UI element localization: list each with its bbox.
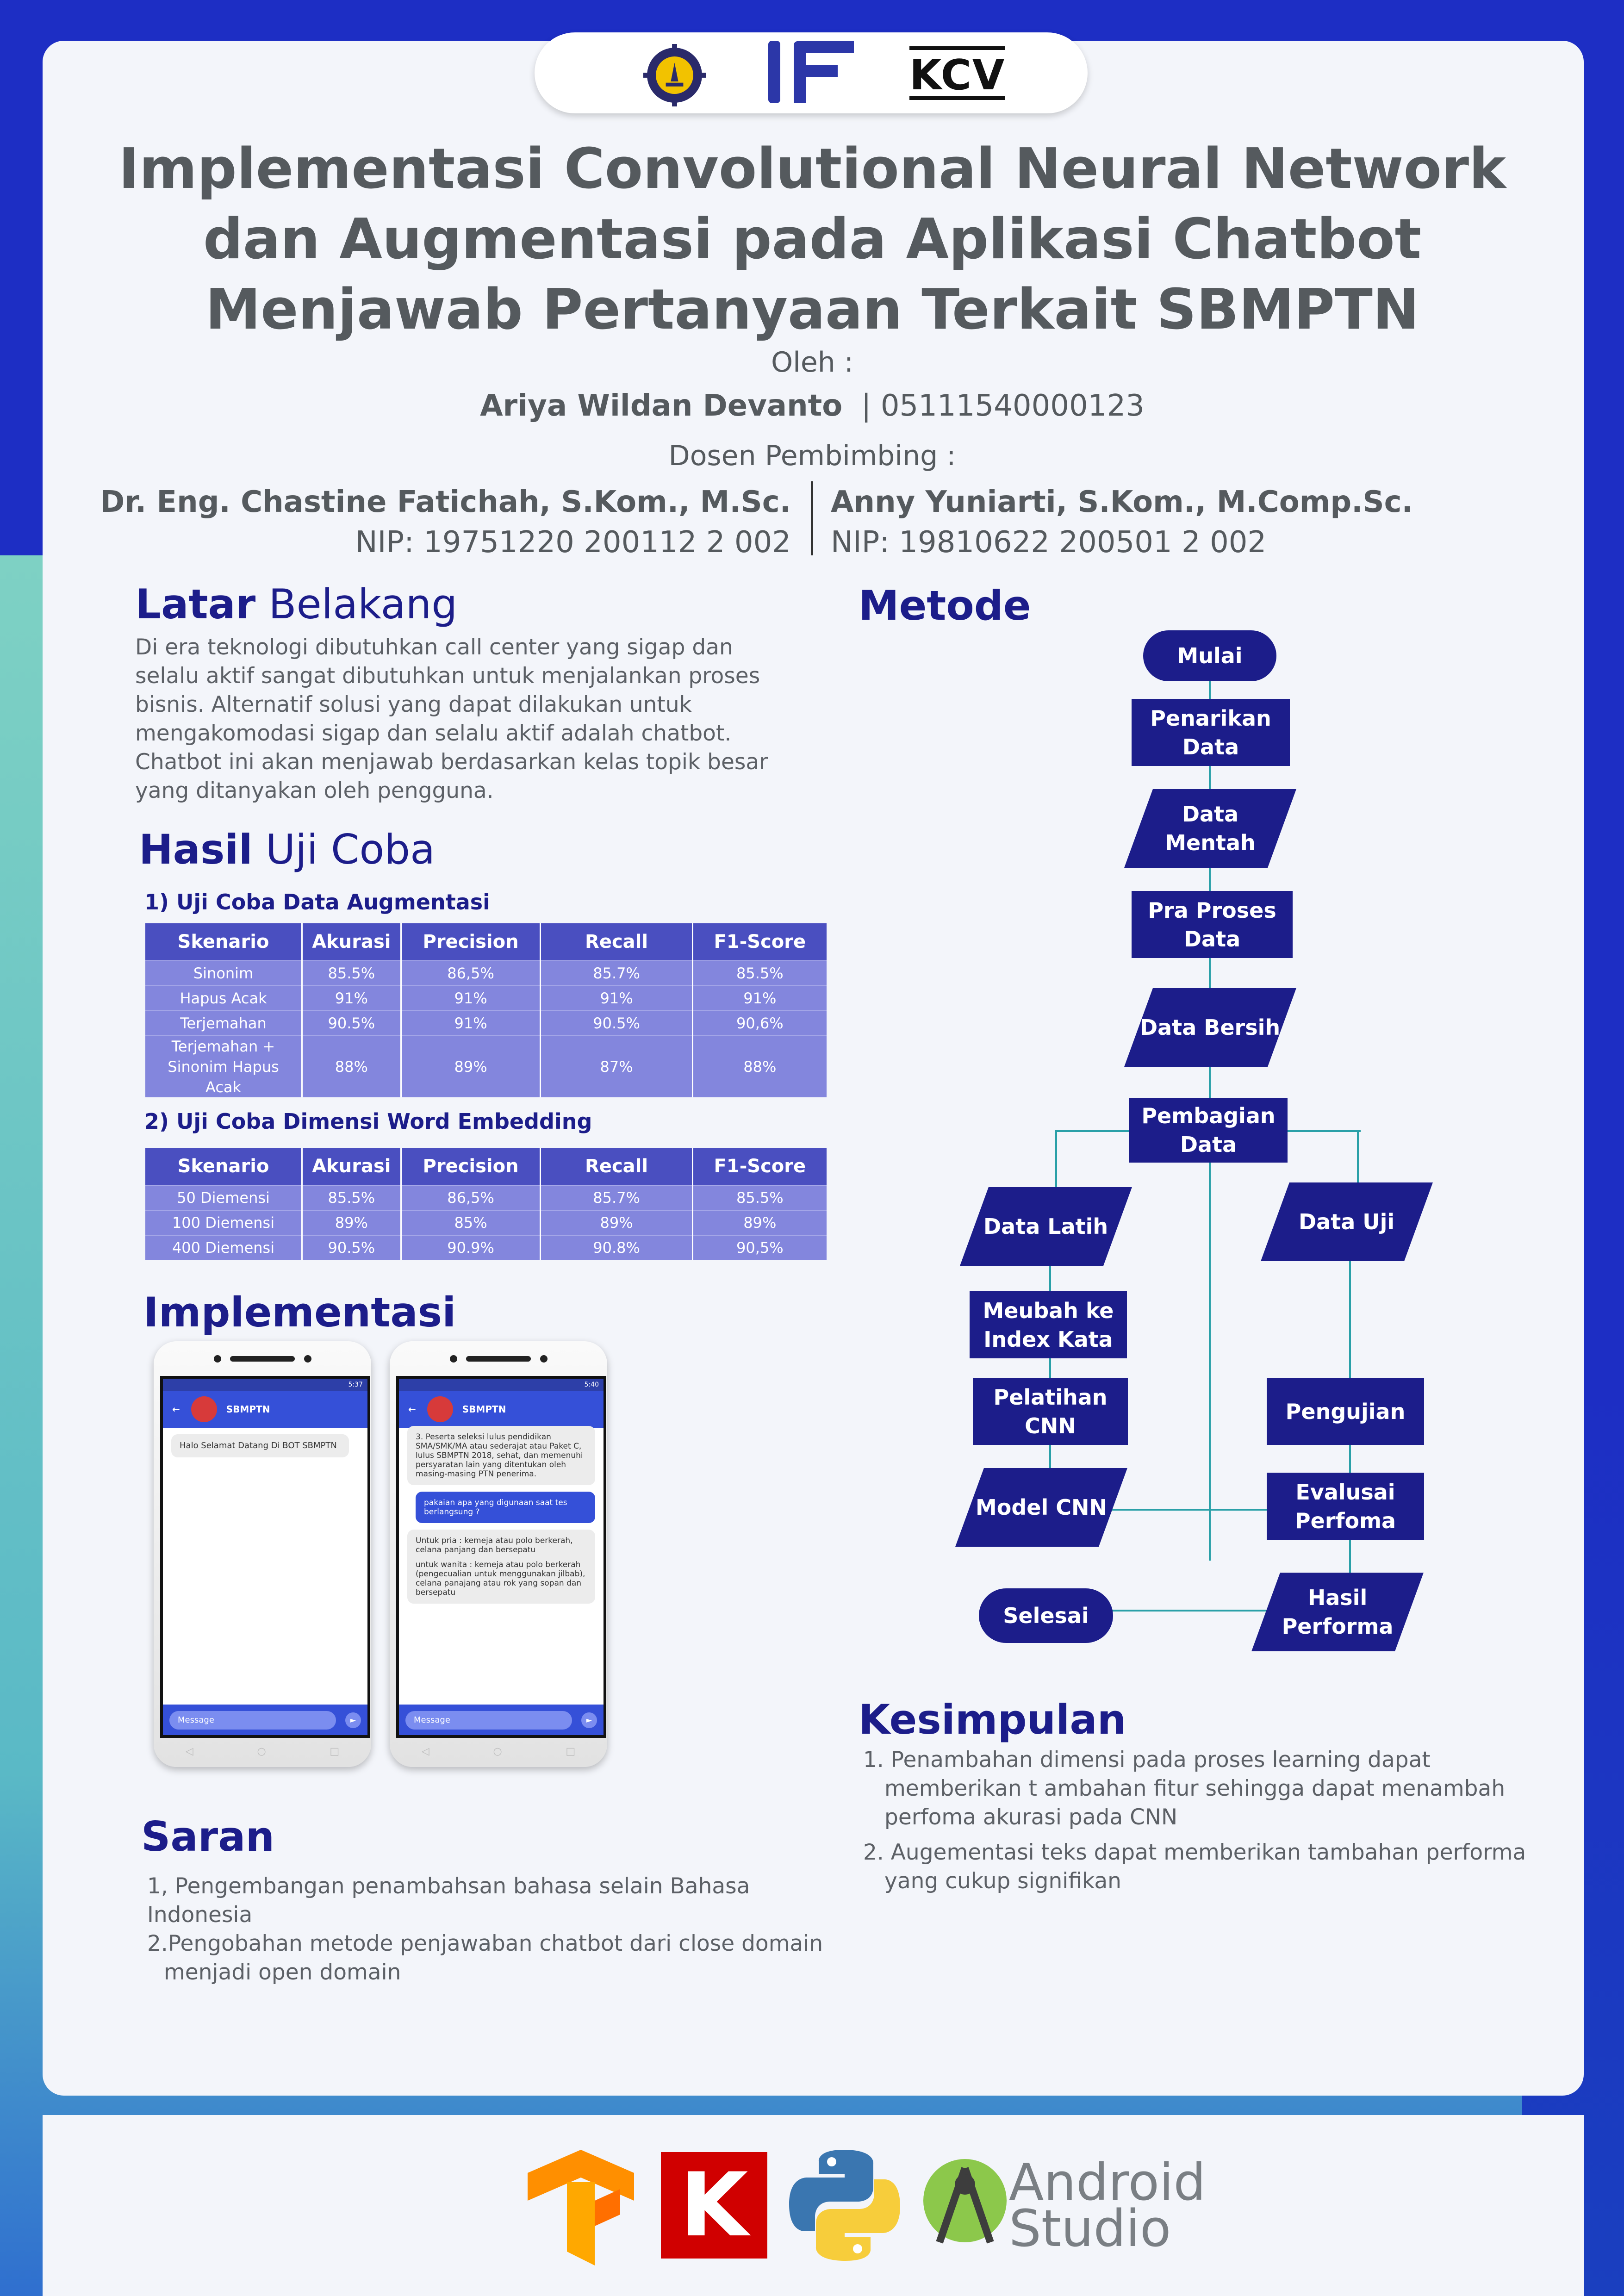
status-bar: 5:40 — [399, 1379, 604, 1391]
app-title: SBMPTN — [226, 1404, 270, 1415]
flow-penarikan-data: Penarikan Data — [1132, 699, 1290, 766]
table-row — [145, 1210, 827, 1235]
table-cell: 85% — [401, 1210, 541, 1235]
user-message: pakaian apa yang digunaan saat tes berlangsung ? — [416, 1492, 595, 1523]
python-logo — [789, 2150, 900, 2261]
table1-col-recall: Recall — [541, 923, 692, 961]
flow-connector — [1111, 1610, 1282, 1612]
bot-message: Halo Selamat Datang Di BOT SBMPTN — [171, 1434, 349, 1457]
table-cell: 91% — [541, 986, 692, 1011]
table-cell: 87% — [541, 1036, 692, 1097]
kesimpulan-list — [863, 1746, 1534, 1896]
flow-index-kata: Meubah ke Index Kata — [970, 1291, 1127, 1358]
table2-col-f1: F1-Score — [692, 1148, 827, 1185]
flow-pembagian-data: Pembagian Data — [1129, 1098, 1288, 1163]
poster-title: Implementasi Convolutional Neural Network dan Augmentasi pada Aplikasi Chatbot Menjawab Pertanyaan Terkait SBMPTN — [118, 137, 1506, 342]
advisor2-nip: NIP: 19810622 200501 2 002 — [831, 525, 1267, 560]
kcv-logo: KCV — [909, 46, 1005, 100]
saran-list — [147, 1872, 832, 1987]
author-name: Ariya Wildan Devanto — [480, 389, 843, 423]
phone-screen — [160, 1376, 370, 1738]
flow-hasil-performa — [1251, 1573, 1424, 1651]
table-cell: 90.5% — [302, 1011, 401, 1036]
table-cell: 90.5% — [541, 1011, 692, 1036]
avatar — [191, 1396, 217, 1422]
saran-item-1: 1, Pengembangan penambahsan bahasa selain Bahasa Indonesia — [147, 1873, 750, 1928]
table-cell: 91% — [401, 1011, 541, 1036]
flow-evaluasi: Evalusai Perfoma — [1267, 1473, 1424, 1540]
table1-col-f1: F1-Score — [692, 923, 827, 961]
metode-heading: Metode — [859, 582, 1031, 629]
input-bar — [163, 1705, 367, 1735]
flow-data-latih-label: Data Latih — [983, 1214, 1108, 1239]
advisor-divider — [811, 481, 813, 555]
table-cell: Hapus Acak — [145, 986, 302, 1011]
flow-data-latih — [960, 1187, 1132, 1266]
table-row — [145, 986, 827, 1011]
table-cell: 90.9% — [401, 1235, 541, 1260]
its-logo — [643, 44, 706, 106]
send-button[interactable]: ► — [345, 1712, 361, 1728]
advisor2-name: Anny Yuniarti, S.Kom., M.Comp.Sc. — [831, 485, 1413, 519]
by-label: Oleh : — [771, 346, 854, 379]
latar-heading-bold: Latar — [135, 580, 256, 628]
bot-message: 3. Peserta seleksi lulus pendidikan SMA/SMK/MA atau sederajat atau Paket C, lulus SBMPTN 2018, sehat, dan memenuhi persyaratan lain yang ditentukan oleh masing-masing PTN penerima. — [407, 1426, 595, 1485]
flow-connector — [1111, 1509, 1282, 1511]
table-cell: 86,5% — [401, 961, 541, 986]
table-cell: 85.5% — [692, 961, 827, 986]
flow-data-bersih-label: Data Bersih — [1140, 1015, 1281, 1040]
hasil-heading-rest: Uji Coba — [252, 826, 436, 873]
table-word-embedding — [145, 1148, 827, 1260]
tensorflow-logo — [528, 2150, 634, 2265]
phone-navbar — [390, 1742, 607, 1761]
app-title: SBMPTN — [462, 1404, 506, 1415]
table-cell: 86,5% — [401, 1185, 541, 1210]
flow-pelatihan-cnn: Pelatihan CNN — [973, 1378, 1128, 1445]
flow-data-mentah — [1124, 789, 1296, 868]
hasil-heading — [139, 826, 436, 873]
flow-selesai: Selesai — [979, 1588, 1113, 1643]
bot-message-women: untuk wanita : kemeja atau polo berkerah (pengecualian untuk menggunakan jilbab), celana panajang atau rok yang sopan dan bersepatu — [416, 1560, 585, 1597]
flow-connector — [1049, 1226, 1051, 1495]
implementasi-heading: Implementasi — [143, 1288, 456, 1336]
phone-speaker — [230, 1356, 295, 1362]
table-cell: 88% — [302, 1036, 401, 1097]
flow-data-uji — [1261, 1182, 1433, 1261]
input-bar — [399, 1705, 604, 1735]
table2-col-precision: Precision — [401, 1148, 541, 1185]
nav-back-icon[interactable]: ◁ — [421, 1745, 429, 1757]
latar-text: Di era teknologi dibutuhkan call center yang sigap dan selalu aktif sangat dibutuhkan untuk menjalankan proses bisnis. Alternatif solusi yang dapat dilakukan untuk mengakomodasi sigap dan selalu aktif adalah chatbot. Chatbot ini akan menjawab berdasarkan kelas topik besar yang ditanyakan oleh pengguna. — [135, 635, 768, 803]
avatar — [427, 1396, 453, 1422]
table-cell: 88% — [692, 1036, 827, 1097]
table-cell: 91% — [302, 986, 401, 1011]
table1-title: 1) Uji Coba Data Augmentasi — [144, 890, 490, 915]
table-row — [145, 961, 827, 986]
nav-back-icon[interactable]: ◁ — [185, 1745, 193, 1757]
bot-message-men: Untuk pria : kemeja atau polo berkerah, celana panjang dan bersepatu — [416, 1536, 573, 1555]
android-studio-line1: Android — [1009, 2153, 1206, 2212]
table-row — [145, 1036, 827, 1097]
nav-recent-icon[interactable]: □ — [566, 1745, 576, 1757]
if-logo — [768, 41, 854, 103]
back-arrow-icon[interactable]: ← — [408, 1404, 416, 1415]
table-cell: 85.5% — [302, 961, 401, 986]
table-cell: 91% — [401, 986, 541, 1011]
flow-data-bersih — [1124, 988, 1296, 1067]
advisor-label: Dosen Pembimbing : — [668, 440, 956, 472]
latar-heading-rest: Belakang — [255, 580, 458, 628]
table-cell: Terjemahan — [145, 1011, 302, 1036]
table1-col-akurasi: Akurasi — [302, 923, 401, 961]
phone-camera — [214, 1355, 221, 1363]
table-cell: Sinonim — [145, 961, 302, 986]
table1-col-skenario: Skenario — [145, 923, 302, 961]
table1-col-precision: Precision — [401, 923, 541, 961]
android-studio-icon — [921, 2157, 1009, 2249]
table2-col-skenario: Skenario — [145, 1148, 302, 1185]
flow-hasil-performa-label: Hasil Performa — [1282, 1585, 1394, 1639]
flow-mulai: Mulai — [1143, 630, 1276, 681]
table2-col-akurasi: Akurasi — [302, 1148, 401, 1185]
hasil-heading-bold: Hasil — [139, 826, 253, 873]
table-cell: 90.8% — [541, 1235, 692, 1260]
keras-logo: K — [661, 2152, 767, 2259]
kesimpulan-heading: Kesimpulan — [859, 1696, 1126, 1743]
table-row — [145, 1235, 827, 1260]
status-bar: 5:37 — [163, 1379, 367, 1391]
table-cell: 50 Diemensi — [145, 1185, 302, 1210]
kesimpulan-item-1: 1. Penambahan dimensi pada proses learning dapat memberikan t ambahan fitur sehingga dapat menambah perfoma akurasi pada CNN — [863, 1747, 1506, 1830]
latar-heading — [135, 580, 458, 628]
table-cell: 91% — [692, 986, 827, 1011]
table-cell: 90,5% — [692, 1235, 827, 1260]
flow-model-cnn — [955, 1468, 1127, 1547]
phone-sensor — [304, 1355, 311, 1363]
phone-mockup-1 — [154, 1341, 371, 1767]
table2-title: 2) Uji Coba Dimensi Word Embedding — [144, 1109, 592, 1134]
kesimpulan-item-2: 2. Augementasi teks dapat memberikan tambahan performa yang cukup signifikan — [863, 1840, 1526, 1894]
table-cell: Terjemahan + Sinonim Hapus Acak — [145, 1036, 302, 1097]
table-row — [145, 1185, 827, 1210]
table-cell: 85.5% — [302, 1185, 401, 1210]
bot-message — [407, 1530, 595, 1604]
saran-item-2: 2.Pengobahan metode penjawaban chatbot dari close domain menjadi open domain — [147, 1931, 823, 1985]
table-augmentasi — [145, 923, 827, 1097]
table-cell: 89% — [401, 1036, 541, 1097]
table-cell: 400 Diemensi — [145, 1235, 302, 1260]
table-cell: 85.7% — [541, 1185, 692, 1210]
flow-pengujian: Pengujian — [1267, 1378, 1424, 1445]
message-input[interactable]: Message — [169, 1711, 336, 1730]
flow-data-uji-label: Data Uji — [1299, 1209, 1395, 1234]
nav-recent-icon[interactable]: □ — [330, 1745, 340, 1757]
phone-sensor — [540, 1355, 548, 1363]
author-id: | 05111540000123 — [861, 389, 1145, 423]
android-studio-line2: Studio — [1009, 2199, 1171, 2258]
flow-connector — [1357, 1130, 1359, 1186]
table-cell: 89% — [692, 1210, 827, 1235]
nav-home-icon[interactable]: ○ — [257, 1745, 266, 1757]
table2-col-recall: Recall — [541, 1148, 692, 1185]
table-cell: 90,6% — [692, 1011, 827, 1036]
advisor1-name: Dr. Eng. Chastine Fatichah, S.Kom., M.Sc. — [100, 485, 791, 519]
flow-model-cnn-label: Model CNN — [975, 1495, 1108, 1520]
table-cell: 100 Diemensi — [145, 1210, 302, 1235]
nav-home-icon[interactable]: ○ — [493, 1745, 502, 1757]
table-cell: 85.5% — [692, 1185, 827, 1210]
table-cell: 89% — [541, 1210, 692, 1235]
table-cell: 90.5% — [302, 1235, 401, 1260]
send-button[interactable]: ► — [581, 1712, 597, 1728]
app-bar — [399, 1391, 604, 1428]
table-cell: 89% — [302, 1210, 401, 1235]
saran-heading: Saran — [141, 1813, 275, 1860]
phone-screen — [396, 1376, 606, 1738]
phone-speaker — [466, 1356, 531, 1362]
phone-navbar — [154, 1742, 371, 1761]
table-row — [145, 1011, 827, 1036]
phone-mockup-2 — [390, 1341, 607, 1767]
table-cell: 85.7% — [541, 961, 692, 986]
flow-data-mentah-label: Data Mentah — [1165, 802, 1256, 855]
advisor1-nip: NIP: 19751220 200112 2 002 — [355, 525, 791, 560]
flow-pra-proses: Pra Proses Data — [1132, 891, 1293, 958]
author-line — [116, 389, 1509, 423]
android-studio-text — [1009, 2153, 1206, 2258]
app-bar — [163, 1391, 367, 1428]
back-arrow-icon[interactable]: ← — [172, 1404, 180, 1415]
message-input[interactable]: Message — [405, 1711, 572, 1730]
phone-camera — [450, 1355, 457, 1363]
